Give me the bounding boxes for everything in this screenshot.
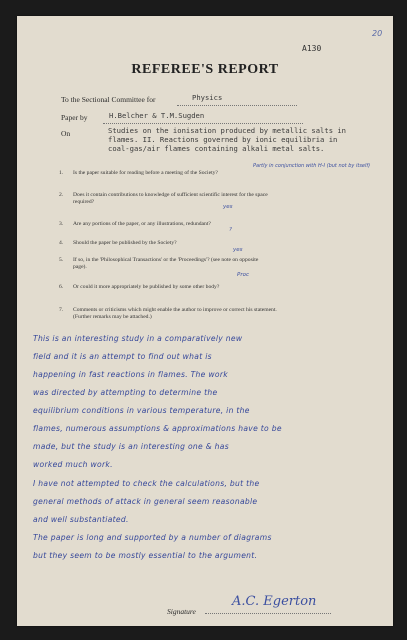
answer-1: Partly in conjunction with H-I (but not by itself): [253, 163, 371, 169]
reference-number: A130: [302, 44, 322, 53]
addressee-value: Physics: [192, 93, 223, 102]
question-6: 6. Or could it more appropriately be published by some other body?: [59, 284, 220, 290]
comment-line: happening in fast reactions in flames. The work: [33, 370, 228, 379]
answer-4: yes: [233, 247, 243, 253]
question-4: 4. Should the paper be published by the Society?: [59, 240, 177, 246]
comment-line: flames, numerous assumptions & approximations have to be: [33, 424, 282, 433]
page-title: REFEREE'S REPORT: [131, 62, 279, 77]
page-number: 20: [372, 29, 383, 38]
answer-5: Proc: [237, 272, 249, 278]
comment-line: worked much work.: [33, 460, 113, 469]
signature-dotted-line: [205, 613, 331, 614]
signature-label: Signature: [167, 607, 196, 616]
comments-block: [17, 16, 393, 626]
paper-on-label: On: [61, 129, 71, 138]
comment-line: This is an interesting study in a comparatively new: [33, 334, 243, 343]
comment-line: equilibrium conditions in various temperature, in the: [33, 406, 250, 415]
question-3: 3. Are any portions of the paper, or any illustrations, redundant?: [59, 221, 211, 227]
comment-line: general methods of attack in general seem reasonable: [33, 497, 258, 506]
comment-line: was directed by attempting to determine the: [33, 388, 218, 397]
comment-line: and well substantiated.: [33, 515, 129, 524]
answer-2: yes: [223, 204, 233, 210]
paper-by-label: Paper by: [61, 113, 88, 122]
paper-authors: H.Belcher & T.M.Sugden: [109, 111, 205, 120]
question-7: 7. Comments or criticisms which might enable the author to improve or correct his statement. (Further remarks may be attached.): [59, 307, 277, 320]
paper-title-line: flames. II. Reactions governed by ionic equilibria in: [108, 135, 338, 144]
addressee-label: To the Sectional Committee for: [61, 95, 156, 104]
paper-title-line: Studies on the ionisation produced by metallic salts in: [108, 126, 346, 135]
comment-line: but they seem to be mostly essential to the argument.: [33, 551, 258, 560]
paper-title-line: coal-gas/air flames containing alkali metal salts.: [108, 144, 325, 153]
question-2: 2. Does it contain contributions to knowledge of sufficient scientific interest for the space required?: [59, 192, 268, 205]
report-sheet: [17, 16, 393, 626]
comment-line: field and it is an attempt to find out what is: [33, 352, 212, 361]
answer-3: ?: [229, 227, 232, 233]
comment-line: made, but the study is an interesting one & has: [33, 442, 229, 451]
comment-line: I have not attempted to check the calculations, but the: [33, 479, 260, 488]
question-1: 1. Is the paper suitable for reading before a meeting of the Society?: [59, 170, 218, 176]
signature: A.C. Egerton: [232, 594, 317, 609]
comment-line: The paper is long and supported by a number of diagrams: [33, 533, 272, 542]
question-5: 5. If so, in the 'Philosophical Transactions' or the 'Proceedings'? (see note on opposite page).: [59, 257, 259, 270]
